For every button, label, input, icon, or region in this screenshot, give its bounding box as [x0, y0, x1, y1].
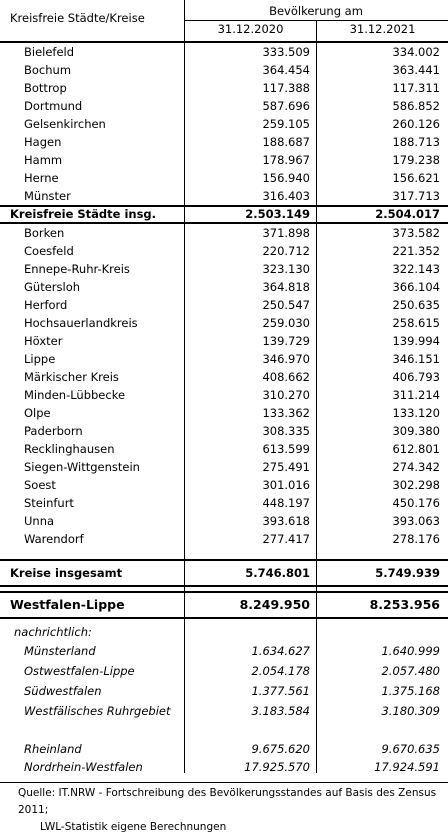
row-label: Hagen	[24, 135, 62, 149]
value-2020: 277.417	[262, 532, 310, 546]
table-row	[0, 278, 448, 296]
header-rule	[184, 20, 448, 21]
value-2021: 363.441	[392, 63, 440, 77]
value-2021: 309.380	[392, 424, 440, 438]
value-2021: 2.057.480	[381, 664, 440, 678]
value-2021: 5.749.939	[375, 566, 440, 580]
districts-section	[0, 224, 448, 548]
row-label: Steinfurt	[24, 496, 74, 510]
value-2020: 448.197	[262, 496, 310, 510]
table-row	[0, 681, 448, 701]
spacer	[0, 721, 448, 740]
value-2021: 188.713	[392, 135, 440, 149]
value-2021: 260.126	[392, 117, 440, 131]
row-label: Minden-Lübbecke	[24, 388, 126, 402]
subregions-section	[0, 641, 448, 721]
table-row	[0, 740, 448, 758]
value-2021: 311.214	[392, 388, 440, 402]
other-regions-section	[0, 740, 448, 776]
table-row	[0, 404, 448, 422]
value-2020: 117.388	[262, 81, 310, 95]
source-line: Quelle: IT.NRW - Fortschreibung des Bevölkerungsstandes auf Basis des Zensus 2011;	[18, 787, 437, 816]
value-2020: 346.970	[262, 352, 310, 366]
source-line: LWL-Statistik eigene Berechnungen	[40, 821, 227, 833]
value-2020: 1.377.561	[251, 684, 310, 698]
value-2020: 133.362	[262, 406, 310, 420]
row-label: Olpe	[24, 406, 51, 420]
value-2021: 221.352	[392, 244, 440, 258]
value-2021: 1.640.999	[381, 644, 440, 658]
column-header-date-2020: 31.12.2020	[217, 22, 284, 36]
table-bottom-rule	[0, 782, 448, 783]
table-row	[0, 661, 448, 681]
table-row	[0, 61, 448, 79]
value-2021: 9.670.635	[381, 742, 440, 756]
row-label: Paderborn	[24, 424, 83, 438]
value-2021: 17.924.591	[374, 760, 440, 774]
row-label: Nordrhein-Westfalen	[24, 760, 143, 774]
row-label: Coesfeld	[24, 244, 74, 258]
row-label: Borken	[24, 226, 65, 240]
source-note	[18, 785, 448, 836]
row-label: Gelsenkirchen	[24, 117, 106, 131]
value-2020: 156.940	[262, 171, 310, 185]
value-2020: 613.599	[262, 442, 310, 456]
value-2020: 259.105	[262, 117, 310, 131]
row-label: Rheinland	[24, 742, 82, 756]
table-row	[0, 79, 448, 97]
value-2020: 323.130	[262, 262, 310, 276]
table-row	[0, 476, 448, 494]
value-2021: 3.180.309	[381, 704, 440, 718]
row-label: Westfalen-Lippe	[10, 597, 125, 612]
value-2020: 3.183.584	[251, 704, 310, 718]
value-2021: 258.615	[392, 316, 440, 330]
cities-section	[0, 43, 448, 205]
value-2021: 8.253.956	[369, 597, 440, 612]
row-label: Bochum	[24, 63, 72, 77]
value-2021: 2.504.017	[375, 207, 440, 221]
value-2021: 450.176	[392, 496, 440, 510]
note-label: nachrichtlich:	[14, 625, 92, 639]
value-2021: 322.143	[392, 262, 440, 276]
region-total-row	[0, 591, 448, 619]
row-label: Dortmund	[24, 99, 83, 113]
value-2021: 406.793	[392, 370, 440, 384]
value-2020: 308.335	[262, 424, 310, 438]
value-2021: 366.104	[392, 280, 440, 294]
table-row	[0, 368, 448, 386]
table-row	[0, 314, 448, 332]
value-2021: 117.311	[392, 81, 440, 95]
value-2021: 346.151	[392, 352, 440, 366]
table-row	[0, 97, 448, 115]
row-label: Recklinghausen	[24, 442, 115, 456]
value-2020: 188.687	[262, 135, 310, 149]
table-row	[0, 151, 448, 169]
row-label: Gütersloh	[24, 280, 81, 294]
table-row	[0, 169, 448, 187]
value-2020: 250.547	[262, 298, 310, 312]
table-row	[0, 350, 448, 368]
table-row	[0, 440, 448, 458]
value-2021: 278.176	[392, 532, 440, 546]
table-row	[0, 224, 448, 242]
value-2021: 133.120	[392, 406, 440, 420]
value-2020: 139.729	[262, 334, 310, 348]
value-2020: 408.662	[262, 370, 310, 384]
table-row	[0, 296, 448, 314]
note-row	[0, 623, 448, 641]
spacer	[0, 548, 448, 559]
row-label: Märkischer Kreis	[24, 370, 119, 384]
table-row	[0, 458, 448, 476]
row-label: Hochsauerlandkreis	[24, 316, 138, 330]
row-label: Münster	[24, 189, 71, 203]
table-row	[0, 43, 448, 61]
row-label: Westfälisches Ruhrgebiet	[24, 704, 171, 718]
row-label: Bielefeld	[24, 45, 75, 59]
value-2021: 393.063	[392, 514, 440, 528]
row-label: Höxter	[24, 334, 63, 348]
value-2021: 317.713	[392, 189, 440, 203]
value-2021: 274.342	[392, 460, 440, 474]
value-2020: 2.054.178	[251, 664, 310, 678]
districts-total-row	[0, 559, 448, 587]
value-2020: 220.712	[262, 244, 310, 258]
table-row	[0, 332, 448, 350]
column-group-header: Bevölkerung am	[269, 4, 363, 18]
row-label: Ennepe-Ruhr-Kreis	[24, 262, 130, 276]
value-2021: 139.994	[392, 334, 440, 348]
row-label: Hamm	[24, 153, 63, 167]
table-row	[0, 386, 448, 404]
table-row	[0, 758, 448, 776]
table-row	[0, 133, 448, 151]
value-2020: 9.675.620	[251, 742, 310, 756]
table-row	[0, 187, 448, 205]
row-label: Kreise insgesamt	[10, 566, 123, 580]
row-label: Herford	[24, 298, 68, 312]
row-label: Bottrop	[24, 81, 67, 95]
table-row	[0, 242, 448, 260]
table-row	[0, 494, 448, 512]
row-label: Unna	[24, 514, 55, 528]
value-2020: 17.925.570	[244, 760, 310, 774]
value-2020: 5.746.801	[245, 566, 310, 580]
table-row	[0, 701, 448, 721]
value-2020: 316.403	[262, 189, 310, 203]
table-row	[0, 641, 448, 661]
row-label: Südwestfalen	[24, 684, 102, 698]
value-2020: 364.818	[262, 280, 310, 294]
value-2020: 393.618	[262, 514, 310, 528]
row-label: Münsterland	[24, 644, 96, 658]
value-2021: 373.582	[392, 226, 440, 240]
value-2021: 334.002	[392, 45, 440, 59]
value-2020: 178.967	[262, 153, 310, 167]
table-row	[0, 422, 448, 440]
value-2020: 8.249.950	[239, 597, 310, 612]
column-header-region: Kreisfreie Städte/Kreise	[10, 11, 145, 25]
row-label: Warendorf	[24, 532, 84, 546]
row-label: Kreisfreie Städte insg.	[10, 207, 157, 221]
value-2020: 371.898	[262, 226, 310, 240]
value-2021: 586.852	[392, 99, 440, 113]
table-row	[0, 512, 448, 530]
row-label: Ostwestfalen-Lippe	[24, 664, 135, 678]
table-row	[0, 260, 448, 278]
row-label: Soest	[24, 478, 56, 492]
value-2020: 333.509	[262, 45, 310, 59]
table-header	[0, 0, 448, 43]
value-2021: 612.801	[392, 442, 440, 456]
value-2020: 259.030	[262, 316, 310, 330]
value-2021: 179.238	[392, 153, 440, 167]
value-2020: 301.016	[262, 478, 310, 492]
value-2021: 250.635	[392, 298, 440, 312]
cities-total-row	[0, 205, 448, 224]
value-2021: 302.298	[392, 478, 440, 492]
value-2020: 1.634.627	[251, 644, 310, 658]
table-row	[0, 530, 448, 548]
value-2021: 156.621	[392, 171, 440, 185]
value-2020: 275.491	[262, 460, 310, 474]
row-label: Lippe	[24, 352, 56, 366]
column-header-date-2021: 31.12.2021	[349, 22, 416, 36]
value-2020: 2.503.149	[245, 207, 310, 221]
row-label: Herne	[24, 171, 59, 185]
row-label: Siegen-Wittgenstein	[24, 460, 140, 474]
value-2021: 1.375.168	[381, 684, 440, 698]
value-2020: 364.454	[262, 63, 310, 77]
table-row	[0, 115, 448, 133]
value-2020: 310.270	[262, 388, 310, 402]
value-2020: 587.696	[262, 99, 310, 113]
